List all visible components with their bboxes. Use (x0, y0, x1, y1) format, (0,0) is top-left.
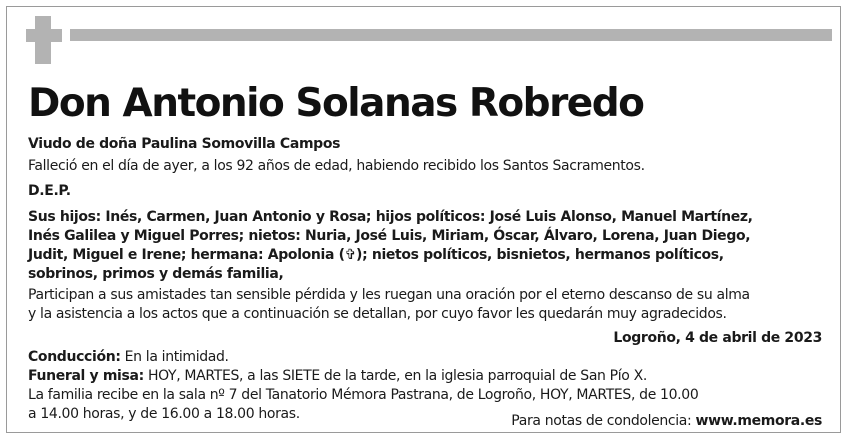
reception-line: La familia recibe en la sala nº 7 del Tanatorio Mémora Pastrana, de Logroño, HOY, MARTES, de 10.00 (28, 387, 699, 403)
condolence-line (511, 412, 822, 431)
invitation-line: y la asistencia a los actos que a continuación se detallan, por cuyo favor les quedarán muy agradecidos. (28, 306, 727, 322)
family-line: Inés Galilea y Miguel Porres; nietos: Nuria, José Luis, Miriam, Óscar, Álvaro, Lorena, Juan Diego, (28, 228, 751, 244)
funeral-line (28, 367, 828, 386)
condolence-link[interactable]: www.memora.es (695, 413, 822, 429)
funeral-text: HOY, MARTES, a las SIETE de la tarde, en la iglesia parroquial de San Pío X. (143, 368, 647, 384)
header-rule (70, 29, 832, 41)
conduccion-label: Conducción: (28, 349, 121, 365)
dep-line: D.E.P. (28, 183, 71, 199)
deceased-name: Don Antonio Solanas Robredo (28, 81, 644, 126)
death-line: Falleció en el día de ayer, a los 92 años de edad, habiendo recibido los Santos Sacramentos. (28, 158, 645, 174)
family-line: sobrinos, primos y demás familia, (28, 266, 284, 282)
conduccion-text: En la intimidad. (120, 349, 229, 365)
condolence-label: Para notas de condolencia: (511, 413, 692, 429)
cross-icon-bar (26, 29, 62, 42)
place-date: Logroño, 4 de abril de 2023 (613, 330, 822, 346)
widow-line: Viudo de doña Paulina Somovilla Campos (28, 136, 341, 152)
conduccion-line (28, 348, 828, 367)
invitation-line: Participan a sus amistades tan sensible pérdida y les ruegan una oración por el eterno descanso de su alma (28, 287, 750, 303)
family-line: Sus hijos: Inés, Carmen, Juan Antonio y Rosa; hijos políticos: José Luis Alonso, Manuel Martínez, (28, 209, 753, 225)
reception-line: a 14.00 horas, y de 16.00 a 18.00 horas. (28, 406, 300, 422)
funeral-label: Funeral y misa: (28, 368, 144, 384)
family-line: Judit, Miguel e Irene; hermana: Apolonia (✞); nietos políticos, bisnietos, hermanos políticos, (28, 247, 724, 263)
